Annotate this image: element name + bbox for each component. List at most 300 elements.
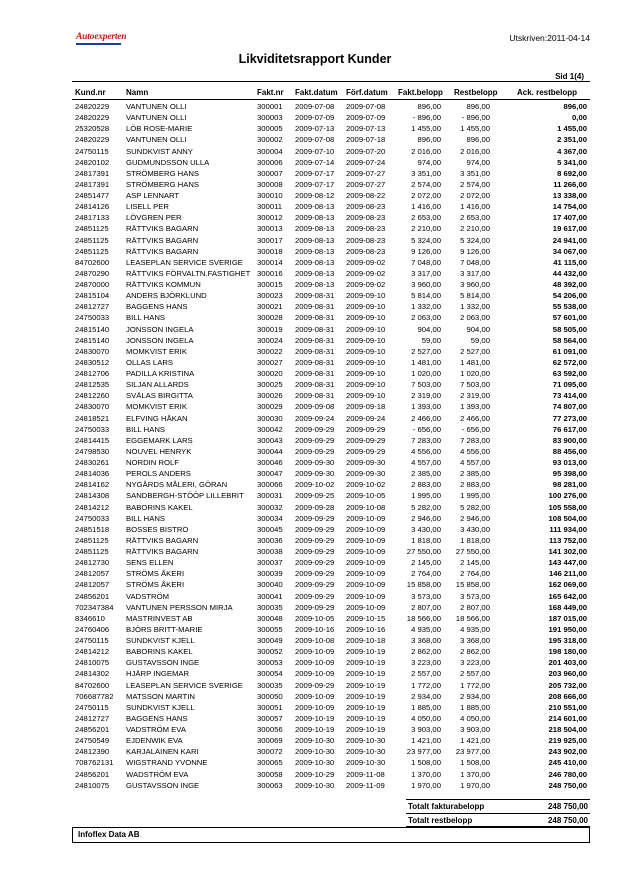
- row-forf-datum: 2009-08-23: [346, 246, 386, 256]
- row-ack-restbelopp: 93 013,00: [552, 458, 587, 467]
- table-row: [0, 223, 630, 234]
- row-fakt-nr: 300045: [257, 524, 283, 534]
- row-restbelopp: 896,00: [466, 135, 490, 145]
- row-fakt-nr: 300028: [257, 313, 283, 323]
- row-fakt-nr: 300063: [257, 780, 283, 790]
- table-row: [0, 524, 630, 535]
- row-kund-nr: 24814415: [75, 435, 110, 445]
- table-row: [0, 312, 630, 323]
- row-fakt-nr: 300016: [257, 268, 283, 278]
- row-restbelopp: 15 858,00: [455, 580, 490, 590]
- table-row: [0, 157, 630, 168]
- row-fakt-nr: 300031: [257, 491, 283, 501]
- row-fakt-belopp: 2 764,00: [411, 569, 441, 579]
- row-fakt-belopp: 59,00: [421, 335, 441, 345]
- row-fakt-nr: 300022: [257, 346, 283, 356]
- table-row: [0, 290, 630, 301]
- row-restbelopp: 23 977,00: [455, 747, 490, 757]
- row-fakt-nr: 300027: [257, 357, 283, 367]
- row-namn: SVÄLAS BIRGITTA: [126, 391, 193, 401]
- row-restbelopp: 1 416,00: [460, 202, 490, 212]
- row-forf-datum: 2009-10-19: [346, 658, 386, 668]
- row-fakt-belopp: 7 283,00: [411, 435, 441, 445]
- row-restbelopp: 2 862,00: [460, 647, 490, 657]
- row-namn: LÖVGREN PER: [126, 213, 182, 223]
- row-forf-datum: 2009-10-05: [346, 491, 386, 501]
- row-ack-restbelopp: 208 666,00: [548, 691, 587, 701]
- row-fakt-datum: 2009-08-13: [295, 213, 335, 223]
- row-forf-datum: 2009-07-09: [346, 113, 386, 123]
- row-fakt-belopp: 2 946,00: [411, 513, 441, 523]
- row-forf-datum: 2009-09-10: [346, 291, 386, 301]
- row-fakt-belopp: 3 960,00: [411, 280, 441, 289]
- row-restbelopp: 2 807,00: [460, 602, 490, 612]
- row-fakt-datum: 2009-09-29: [295, 435, 335, 445]
- row-restbelopp: 896,00: [466, 102, 490, 111]
- row-restbelopp: 3 317,00: [460, 268, 490, 278]
- row-restbelopp: 2 145,00: [460, 558, 490, 568]
- row-fakt-nr: 300025: [257, 380, 283, 390]
- row-kund-nr: 24750115: [75, 146, 109, 156]
- table-row: [0, 724, 630, 735]
- row-fakt-belopp: 3 317,00: [411, 268, 441, 278]
- row-ack-restbelopp: 58 505,00: [552, 324, 587, 334]
- row-restbelopp: 3 430,00: [460, 524, 490, 534]
- row-forf-datum: 2009-09-29: [346, 424, 386, 434]
- row-ack-restbelopp: 95 398,00: [552, 469, 587, 479]
- row-namn: SUNDKVIST KJELL: [126, 702, 195, 712]
- row-fakt-datum: 2009-09-29: [295, 558, 335, 568]
- row-kund-nr: 24851477: [75, 191, 110, 200]
- row-namn: VANTUNEN OLLI: [126, 102, 187, 111]
- row-kund-nr: 24851125: [75, 246, 109, 256]
- row-restbelopp: 1 481,00: [460, 357, 490, 367]
- row-forf-datum: 2009-07-08: [346, 102, 386, 111]
- table-row: [0, 190, 630, 201]
- row-fakt-nr: 300052: [257, 647, 283, 657]
- row-restbelopp: 1 370,00: [460, 769, 490, 779]
- row-ack-restbelopp: 165 642,00: [548, 591, 587, 601]
- row-namn: PEROLS ANDERS: [126, 469, 191, 479]
- row-restbelopp: 2 063,00: [460, 313, 490, 323]
- table-row: [0, 691, 630, 702]
- row-fakt-datum: 2009-10-30: [295, 758, 335, 768]
- row-fakt-nr: 300066: [257, 480, 283, 490]
- table-row: [0, 146, 630, 157]
- page-number: Sid 1(4): [555, 72, 584, 81]
- row-kund-nr: 24814212: [75, 647, 110, 657]
- row-forf-datum: 2009-07-18: [346, 135, 386, 145]
- row-restbelopp: 7 048,00: [460, 257, 490, 267]
- row-fakt-nr: 300015: [257, 280, 283, 289]
- header-rule-top: [72, 81, 590, 82]
- row-ack-restbelopp: 73 414,00: [552, 391, 587, 401]
- row-fakt-belopp: 15 858,00: [406, 580, 441, 590]
- row-fakt-belopp: 2 557,00: [411, 669, 441, 679]
- row-fakt-datum: 2009-08-31: [295, 302, 335, 312]
- row-namn: JONSSON INGELA: [126, 335, 194, 345]
- row-kund-nr: 24830070: [75, 346, 110, 356]
- row-fakt-datum: 2009-08-31: [295, 357, 335, 367]
- row-fakt-datum: 2009-08-31: [295, 346, 335, 356]
- row-ack-restbelopp: 55 538,00: [552, 302, 587, 312]
- row-restbelopp: 2 466,00: [460, 413, 490, 423]
- row-namn: SUNDKVIST KJELL: [126, 636, 195, 645]
- table-row: [0, 702, 630, 713]
- row-fakt-nr: 300026: [257, 391, 283, 401]
- table-row: [0, 746, 630, 757]
- table-row: [0, 635, 630, 646]
- table-row: [0, 490, 630, 501]
- row-kund-nr: 24812057: [75, 580, 110, 590]
- row-kund-nr: 24856201: [75, 769, 110, 779]
- row-forf-datum: 2009-10-09: [346, 547, 386, 556]
- row-ack-restbelopp: 201 403,00: [548, 658, 587, 668]
- footer-box: [72, 827, 590, 843]
- row-ack-restbelopp: 205 732,00: [548, 680, 587, 690]
- row-forf-datum: 2009-10-30: [346, 747, 386, 757]
- row-fakt-belopp: 27 550,00: [406, 547, 441, 556]
- row-fakt-datum: 2009-08-13: [295, 246, 335, 256]
- row-ack-restbelopp: 98 281,00: [552, 480, 587, 490]
- row-fakt-datum: 2009-08-31: [295, 369, 335, 378]
- row-fakt-belopp: 2 574,00: [411, 179, 441, 189]
- row-ack-restbelopp: 8 692,00: [557, 168, 587, 178]
- row-ack-restbelopp: 24 941,00: [552, 235, 587, 245]
- row-fakt-nr: 300013: [257, 224, 283, 234]
- row-fakt-belopp: 7 048,00: [411, 257, 441, 267]
- row-restbelopp: 2 946,00: [460, 513, 490, 523]
- row-kund-nr: 24815140: [75, 335, 110, 345]
- row-namn: STRÖMS ÅKERI: [126, 569, 185, 579]
- row-fakt-belopp: 3 903,00: [411, 725, 441, 734]
- row-namn: RÄTTVIKS BAGARN: [126, 235, 199, 245]
- row-namn: VANTUNEN OLLI: [126, 113, 187, 123]
- row-fakt-nr: 300069: [257, 736, 283, 746]
- row-forf-datum: 2009-09-30: [346, 469, 386, 479]
- row-forf-datum: 2009-09-10: [346, 380, 386, 390]
- row-fakt-belopp: 1 970,00: [411, 780, 441, 790]
- row-namn: GUDMUNDSSON ULLA: [126, 157, 210, 167]
- table-row: [0, 390, 630, 401]
- row-fakt-nr: 300041: [257, 591, 283, 601]
- row-ack-restbelopp: 2 351,00: [557, 135, 587, 145]
- col-header-namn: Namn: [126, 88, 149, 97]
- row-restbelopp: 4 050,00: [460, 713, 490, 723]
- row-kund-nr: 24812390: [75, 747, 110, 757]
- row-ack-restbelopp: 243 902,00: [548, 747, 587, 757]
- row-kund-nr: 24810075: [75, 658, 110, 668]
- row-namn: SENS ELLEN: [126, 558, 174, 568]
- table-row: [0, 257, 630, 268]
- row-forf-datum: 2009-10-19: [346, 680, 386, 690]
- row-ack-restbelopp: 57 601,00: [552, 313, 587, 323]
- row-fakt-datum: 2009-09-25: [295, 491, 335, 501]
- table-row: [0, 112, 630, 123]
- row-restbelopp: 18 566,00: [455, 613, 490, 623]
- row-fakt-datum: 2009-08-13: [295, 257, 335, 267]
- row-restbelopp: 1 455,00: [460, 124, 490, 134]
- row-forf-datum: 2009-08-22: [346, 191, 386, 200]
- row-ack-restbelopp: 245 410,00: [548, 758, 587, 768]
- row-namn: BJÖRS BRITT-MARIE: [126, 624, 203, 634]
- row-restbelopp: 1 995,00: [460, 491, 490, 501]
- row-forf-datum: 2009-09-10: [346, 324, 386, 334]
- row-fakt-datum: 2009-07-08: [295, 102, 335, 111]
- table-row: [0, 401, 630, 412]
- row-restbelopp: 27 550,00: [455, 547, 490, 556]
- row-restbelopp: 3 573,00: [460, 591, 490, 601]
- row-forf-datum: 2009-10-19: [346, 691, 386, 701]
- row-kund-nr: 24820229: [75, 135, 110, 145]
- row-ack-restbelopp: 19 617,00: [552, 224, 587, 234]
- row-fakt-nr: 300055: [257, 624, 283, 634]
- row-ack-restbelopp: 11 266,00: [553, 179, 587, 189]
- row-fakt-datum: 2009-08-13: [295, 268, 335, 278]
- row-fakt-belopp: 2 063,00: [411, 313, 441, 323]
- row-restbelopp: 5 282,00: [460, 502, 490, 512]
- row-forf-datum: 2009-11-08: [346, 769, 385, 779]
- row-fakt-belopp: 4 557,00: [411, 458, 441, 467]
- row-namn: STRÖMBERG HANS: [126, 179, 200, 189]
- row-fakt-nr: 300018: [257, 246, 283, 256]
- row-fakt-nr: 300043: [257, 435, 283, 445]
- table-row: [0, 646, 630, 657]
- row-restbelopp: 5 324,00: [460, 235, 490, 245]
- table-row: [0, 713, 630, 724]
- row-forf-datum: 2009-10-09: [346, 602, 386, 612]
- row-restbelopp: 1 020,00: [460, 369, 490, 378]
- row-fakt-nr: 300012: [257, 213, 283, 223]
- row-ack-restbelopp: 210 551,00: [548, 702, 587, 712]
- row-ack-restbelopp: 187 015,00: [548, 613, 587, 623]
- table-row: [0, 246, 630, 257]
- table-row: [0, 468, 630, 479]
- row-kund-nr: 84702600: [75, 257, 110, 267]
- row-kund-nr: 24750033: [75, 424, 110, 434]
- row-forf-datum: 2009-09-10: [346, 391, 386, 401]
- table-row: [0, 235, 630, 246]
- row-fakt-datum: 2009-08-12: [295, 191, 335, 200]
- row-namn: MASTRINVEST AB: [126, 613, 193, 623]
- row-ack-restbelopp: 146 211,00: [548, 569, 587, 579]
- row-fakt-datum: 2009-09-08: [295, 402, 335, 412]
- row-fakt-nr: 300008: [257, 179, 283, 189]
- row-namn: RÄTTVIKS BAGARN: [126, 535, 199, 545]
- row-restbelopp: 1 421,00: [460, 736, 490, 746]
- row-ack-restbelopp: 41 115,00: [553, 257, 587, 267]
- row-fakt-datum: 2009-10-09: [295, 658, 335, 668]
- table-row: [0, 212, 630, 223]
- row-kund-nr: 24851125: [75, 547, 109, 556]
- table-row: [0, 613, 630, 624]
- table-row: [0, 324, 630, 335]
- row-ack-restbelopp: 61 091,00: [552, 346, 587, 356]
- row-fakt-datum: 2009-10-02: [295, 480, 335, 490]
- row-namn: NYGÅRDS MÅLERI, GÖRAN: [126, 480, 228, 490]
- table-row: [0, 502, 630, 513]
- row-restbelopp: 1 885,00: [460, 702, 490, 712]
- table-row: [0, 657, 630, 668]
- row-namn: EGGEMARK LARS: [126, 435, 193, 445]
- row-fakt-belopp: 3 351,00: [411, 168, 441, 178]
- row-namn: GUSTAVSSON INGE: [126, 658, 200, 668]
- row-kund-nr: 24856201: [75, 725, 110, 734]
- row-namn: LISELL PER: [126, 202, 169, 212]
- row-fakt-belopp: 23 977,00: [406, 747, 441, 757]
- row-fakt-belopp: 18 566,00: [406, 613, 441, 623]
- row-namn: BILL HANS: [126, 513, 166, 523]
- row-fakt-datum: 2009-09-30: [295, 458, 335, 467]
- row-forf-datum: 2009-10-30: [346, 736, 386, 746]
- row-kund-nr: 24814036: [75, 469, 110, 479]
- row-namn: RÄTTVIKS BAGARN: [126, 224, 199, 234]
- row-fakt-nr: 300051: [257, 702, 283, 712]
- header-rule-bottom: [72, 99, 590, 100]
- table-row: [0, 735, 630, 746]
- row-fakt-datum: 2009-09-30: [295, 469, 335, 479]
- row-ack-restbelopp: 44 432,00: [552, 268, 587, 278]
- row-namn: EJDENWIK EVA: [126, 736, 183, 746]
- table-row: [0, 279, 630, 290]
- row-fakt-belopp: 2 072,00: [411, 191, 441, 200]
- row-fakt-datum: 2009-10-16: [295, 624, 335, 634]
- row-fakt-belopp: 1 416,00: [411, 202, 441, 212]
- row-ack-restbelopp: 71 095,00: [552, 380, 587, 390]
- report-table-body: [0, 101, 630, 791]
- row-fakt-datum: 2009-10-19: [295, 713, 335, 723]
- row-fakt-datum: 2009-09-29: [295, 569, 335, 579]
- row-fakt-datum: 2009-08-31: [295, 324, 335, 334]
- row-fakt-datum: 2009-10-09: [295, 669, 335, 679]
- table-row: [0, 557, 630, 568]
- total-restbelopp-value: 248 750,00: [547, 816, 588, 825]
- table-row: [0, 680, 630, 691]
- row-fakt-belopp: 1 885,00: [411, 702, 441, 712]
- row-forf-datum: 2009-10-02: [346, 480, 386, 490]
- row-namn: RÄTTVIKS BAGARN: [126, 246, 199, 256]
- row-forf-datum: 2009-09-18: [346, 402, 386, 412]
- row-restbelopp: 3 368,00: [460, 636, 490, 645]
- row-ack-restbelopp: 0,00: [572, 113, 587, 123]
- row-ack-restbelopp: 168 449,00: [548, 602, 587, 612]
- row-namn: RÄTTVIKS FÖRVALTN.FASTIGHET: [126, 268, 251, 278]
- row-fakt-nr: 300037: [257, 558, 283, 568]
- row-ack-restbelopp: 195 318,00: [548, 636, 587, 645]
- row-restbelopp: 2 557,00: [460, 669, 490, 679]
- row-ack-restbelopp: 14 754,00: [552, 202, 587, 212]
- row-fakt-nr: 300036: [257, 535, 283, 545]
- row-kund-nr: 24815140: [75, 324, 110, 334]
- row-fakt-belopp: 2 466,00: [411, 413, 441, 423]
- row-fakt-belopp: - 896,00: [412, 113, 441, 123]
- row-kund-nr: 84702600: [75, 680, 110, 690]
- row-namn: RÄTTVIKS KOMMUN: [126, 280, 201, 289]
- row-fakt-datum: 2009-09-29: [295, 513, 335, 523]
- row-namn: GUSTAVSSON INGE: [126, 780, 200, 790]
- row-forf-datum: 2009-07-20: [346, 146, 386, 156]
- row-namn: WADSTRÖM EVA: [126, 769, 189, 779]
- row-fakt-nr: 300005: [257, 124, 283, 134]
- row-ack-restbelopp: 13 338,00: [552, 191, 587, 200]
- row-forf-datum: 2009-10-15: [346, 613, 386, 623]
- row-restbelopp: - 656,00: [461, 424, 490, 434]
- row-fakt-belopp: 1 455,00: [411, 124, 441, 134]
- row-fakt-belopp: 2 527,00: [411, 346, 441, 356]
- row-kund-nr: 24851518: [75, 524, 110, 534]
- row-restbelopp: 3 960,00: [460, 280, 490, 289]
- row-kund-nr: 24812706: [75, 369, 110, 378]
- row-restbelopp: 1 772,00: [460, 680, 490, 690]
- row-fakt-datum: 2009-09-24: [295, 413, 335, 423]
- row-fakt-belopp: 5 324,00: [411, 235, 441, 245]
- row-ack-restbelopp: 896,00: [563, 102, 587, 111]
- total-restbelopp-label: Totalt restbelopp: [408, 816, 473, 825]
- row-namn: HJÄRP INGEMAR: [126, 669, 190, 679]
- col-header-kund-nr: Kund.nr: [75, 88, 106, 97]
- table-row: [0, 123, 630, 134]
- col-header-restbelopp: Restbelopp: [454, 88, 498, 97]
- row-kund-nr: 24820102: [75, 157, 110, 167]
- row-fakt-datum: 2009-07-17: [295, 179, 335, 189]
- row-namn: ELFVING HÅKAN: [126, 413, 188, 423]
- row-forf-datum: 2009-10-19: [346, 702, 386, 712]
- row-fakt-datum: 2009-09-29: [295, 580, 335, 590]
- row-namn: BOSSES BISTRO: [126, 524, 189, 534]
- row-ack-restbelopp: 5 341,00: [557, 157, 587, 167]
- row-forf-datum: 2009-09-02: [346, 268, 386, 278]
- row-fakt-belopp: 4 050,00: [411, 713, 441, 723]
- row-namn: MOMKVIST ERIK: [126, 346, 187, 356]
- row-kund-nr: 24851125: [75, 535, 109, 545]
- row-ack-restbelopp: 76 617,00: [552, 424, 587, 434]
- row-fakt-datum: 2009-08-31: [295, 380, 335, 390]
- row-forf-datum: 2009-11-09: [346, 780, 385, 790]
- row-kund-nr: 24750549: [75, 736, 110, 746]
- row-kund-nr: 708762131: [75, 758, 114, 768]
- row-kund-nr: 24812260: [75, 391, 110, 401]
- row-kund-nr: 24814126: [75, 202, 110, 212]
- row-namn: BAGGENS HANS: [126, 302, 188, 312]
- row-restbelopp: 2 319,00: [460, 391, 490, 401]
- row-restbelopp: 2 883,00: [460, 480, 490, 490]
- row-kund-nr: 24814308: [75, 491, 110, 501]
- table-row: [0, 413, 630, 424]
- row-fakt-belopp: 1 481,00: [411, 357, 441, 367]
- row-fakt-datum: 2009-08-13: [295, 224, 335, 234]
- row-fakt-belopp: 1 370,00: [411, 769, 441, 779]
- row-fakt-nr: 300054: [257, 669, 283, 679]
- row-fakt-belopp: 2 883,00: [411, 480, 441, 490]
- row-namn: ANDERS BJÖRKLUND: [126, 291, 207, 301]
- table-row: [0, 346, 630, 357]
- row-namn: SILJAN ALLARDS: [126, 380, 189, 390]
- row-fakt-belopp: 7 503,00: [411, 380, 441, 390]
- row-namn: STRÖMS ÅKERI: [126, 580, 185, 590]
- table-row: [0, 535, 630, 546]
- row-fakt-nr: 300057: [257, 713, 283, 723]
- col-header-fakt-belopp: Fakt.belopp: [398, 88, 443, 97]
- row-fakt-datum: 2009-09-29: [295, 680, 335, 690]
- row-fakt-belopp: 3 368,00: [411, 636, 441, 645]
- row-forf-datum: 2009-10-09: [346, 513, 386, 523]
- row-fakt-belopp: 2 807,00: [411, 602, 441, 612]
- row-fakt-nr: 300072: [257, 747, 283, 757]
- row-forf-datum: 2009-10-09: [346, 535, 386, 545]
- row-fakt-nr: 300035: [257, 602, 283, 612]
- row-kund-nr: 24812730: [75, 558, 110, 568]
- row-fakt-datum: 2009-10-30: [295, 747, 335, 757]
